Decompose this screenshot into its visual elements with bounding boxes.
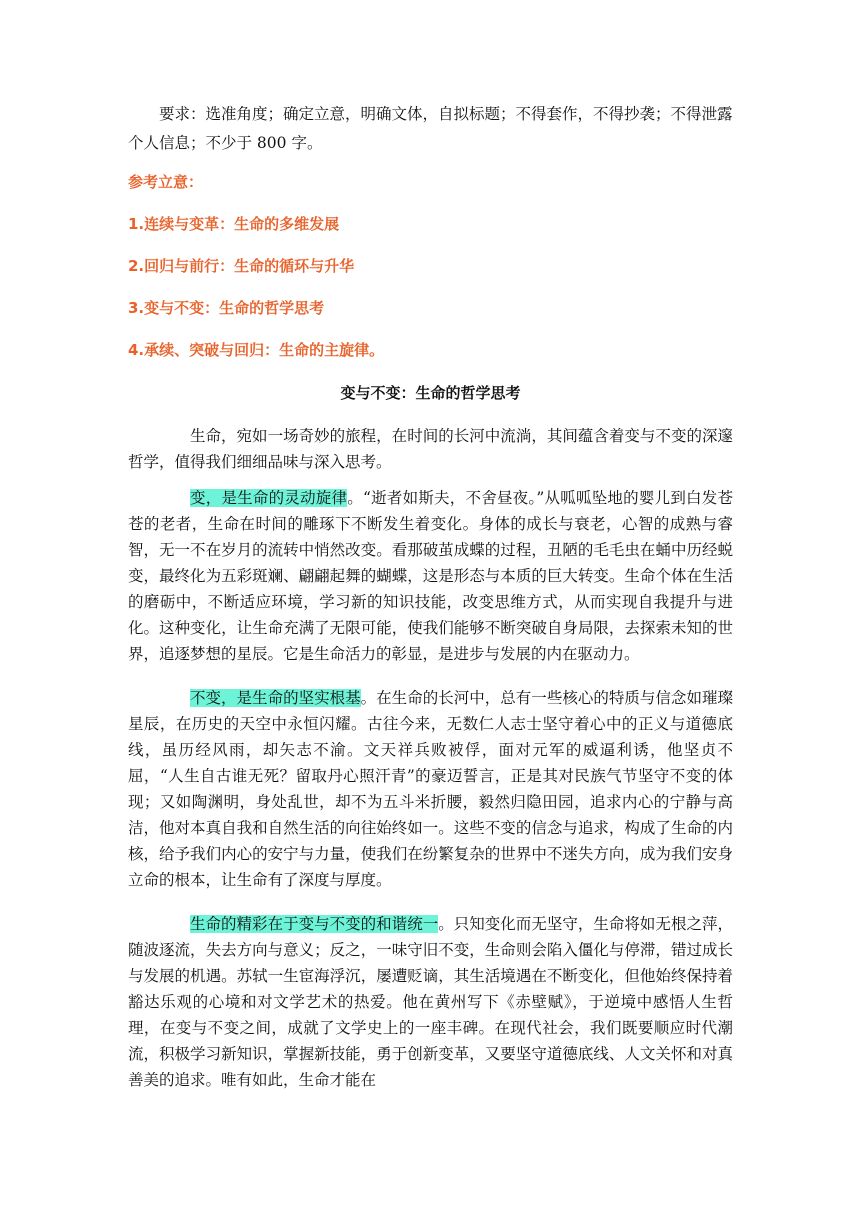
essay-paragraph-change — [128, 485, 733, 667]
essay-intro-paragraph: 生命，宛如一场奇妙的旅程，在时间的长河中流淌，其间蕴含着变与不变的深邃哲学，值得我们细细品味与深入思考。 — [128, 427, 733, 471]
reference-item-2: 2.回归与前行：生命的循环与升华 — [128, 257, 355, 275]
essay-paragraph-harmony — [128, 911, 733, 1093]
essay-title: 变与不变：生命的哲学思考 — [340, 384, 521, 402]
paragraph-body: 。在生命的长河中，总有一些核心的特质与信念如璀璨星辰，在历史的天空中永恒闪耀。古往今来，无数仁人志士坚守着心中的正义与道德底线，虽历经风雨，却矢志不渝。文天祥兵败被俘，面对元军的威逼利诱，他坚贞不屈，“人生自古谁无死？留取丹心照汗青”的豪迈誓言，正是其对民族气节坚守不变的体现；又如陶渊明，身处乱世，却不为五斗米折腰，毅然归隐田园，追求内心的宁静与高洁，他对本真自我和自然生活的向往始终如一。这些不变的信念与追求，构成了生命的内核，给予我们内心的安宁与力量，使我们在纷繁复杂的世界中不迷失方向，成为我们安身立命的根本，让生命有了深度与厚度。 — [128, 689, 733, 889]
highlighted-key-sentence: 变，是生命的灵动旋律 — [190, 489, 348, 507]
reference-item-4: 4.承续、突破与回归：生命的主旋律。 — [128, 341, 385, 359]
reference-item-1: 1.连续与变革：生命的多维发展 — [128, 215, 340, 233]
highlighted-key-sentence: 生命的精彩在于变与不变的和谐统一 — [190, 915, 439, 933]
paragraph-body: 。“逝者如斯夫，不舍昼夜。”从呱呱坠地的婴儿到白发苍苍的老者，生命在时间的雕琢下不断发生着变化。身体的成长与衰老，心智的成熟与睿智，无一不在岁月的流转中悄然改变。看那破茧成蝶的过程，丑陋的毛毛虫在蛹中历经蜕变，最终化为五彩斑斓、翩翩起舞的蝴蝶，这是形态与本质的巨大转变。生命个体在生活的磨砺中，不断适应环境，学习新的知识技能，改变思维方式，从而实现自我提升与进化。这种变化，让生命充满了无限可能，使我们能够不断突破自身局限，去探索未知的世界，追逐梦想的星辰。它是生命活力的彰显，是进步与发展的内在驱动力。 — [128, 489, 733, 663]
essay-paragraph-constant — [128, 685, 733, 893]
requirement-text: 要求：选准角度；确定立意，明确文体，自拟标题；不得套作，不得抄袭；不得泄露个人信息；不少于 800 字。 — [128, 105, 733, 152]
paragraph-body: 。只知变化而无坚守，生命将如无根之萍，随波逐流，失去方向与意义；反之，一味守旧不变，生命则会陷入僵化与停滞，错过成长与发展的机遇。苏轼一生宦海浮沉，屡遭贬谪，其生活境遇在不断变化，但他始终保持着豁达乐观的心境和对文学艺术的热爱。他在黄州写下《赤壁赋》，于逆境中感悟人生哲理，在变与不变之间，成就了文学史上的一座丰碑。在现代社会，我们既要顺应时代潮流，积极学习新知识，掌握新技能，勇于创新变革，又要坚守道德底线、人文关怀和对真善美的追求。唯有如此，生命才能在 — [128, 915, 733, 1089]
reference-heading: 参考立意： — [128, 173, 204, 191]
highlighted-key-sentence: 不变，是生命的坚实根基 — [190, 689, 361, 707]
reference-item-3: 3.变与不变：生命的哲学思考 — [128, 299, 325, 317]
